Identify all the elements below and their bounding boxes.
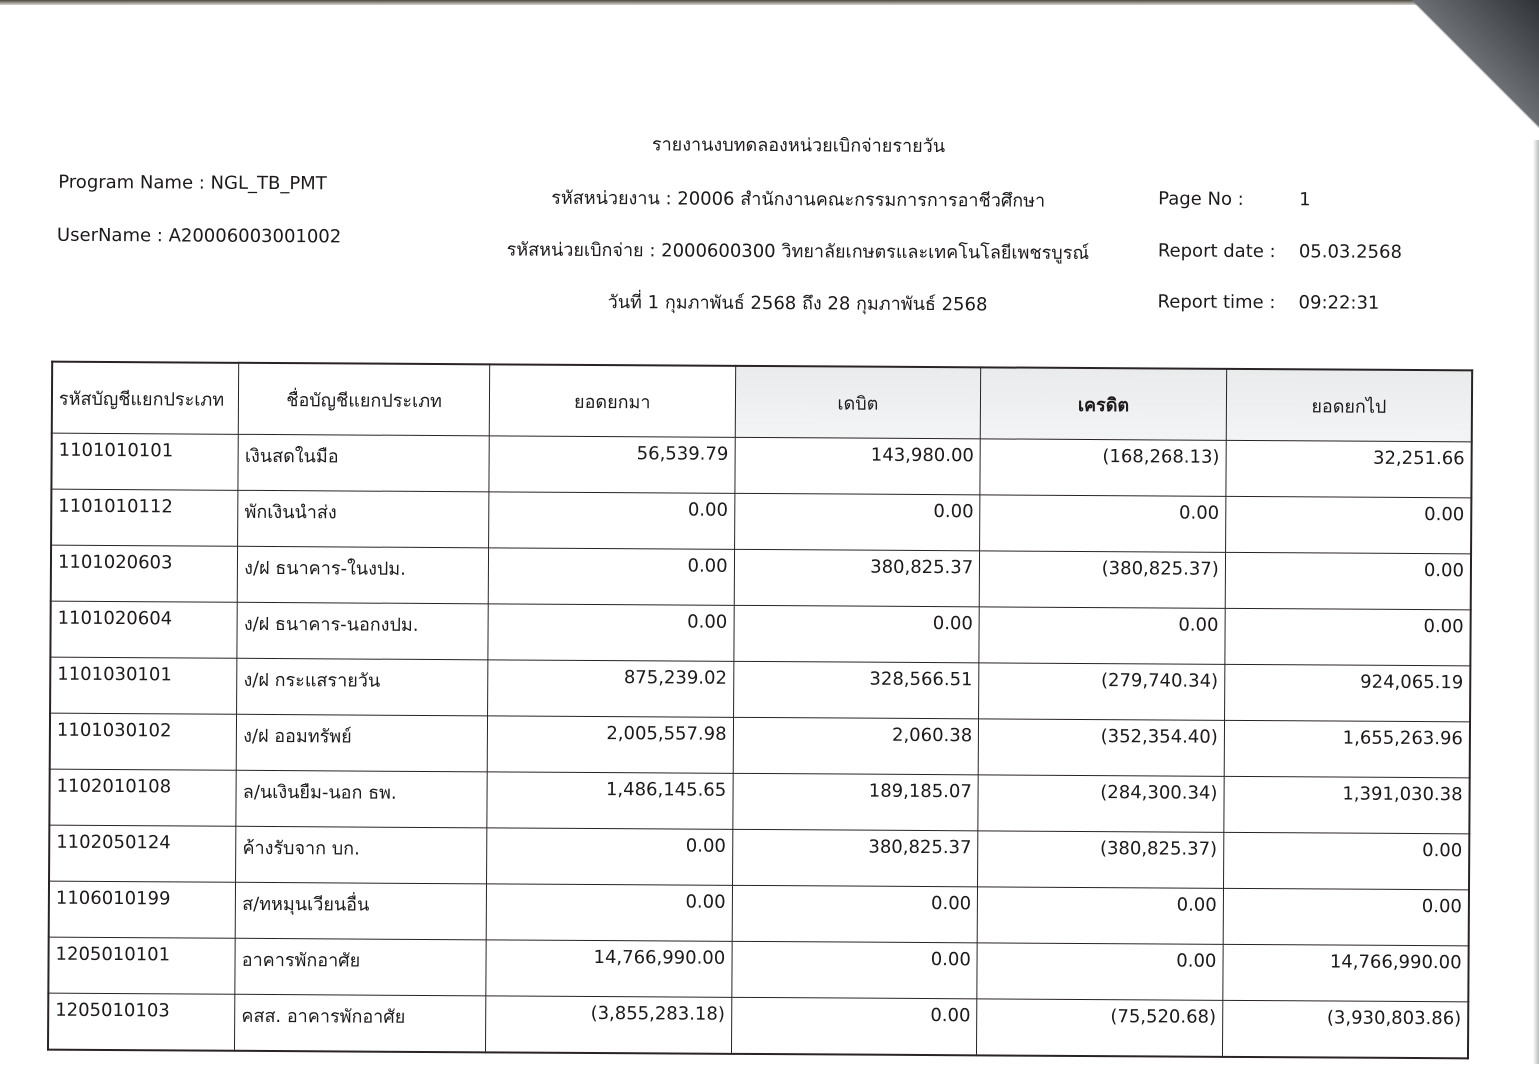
credit-cell: 0.00 (979, 607, 1225, 664)
page-no-label: Page No : (1158, 188, 1244, 210)
trial-balance-table (47, 361, 1473, 1060)
table-row (51, 545, 1471, 610)
account-name-cell: ง/ฝ ออมทรัพย์ (236, 714, 487, 772)
account-code-cell: 1102010108 (49, 769, 236, 826)
carried-forward-cell: 0.00 (1225, 608, 1471, 665)
brought-forward-cell: 0.00 (488, 548, 734, 605)
table-row (50, 601, 1470, 666)
account-code-cell: 1102050124 (49, 825, 236, 882)
agency-line: รหัสหน่วยงาน : 20006 สำนักงานคณะกรรมการการอาชีวศึกษา (551, 187, 1046, 212)
disbursing-unit-line: รหัสหน่วยเบิกจ่าย : 2000600300 วิทยาลัยเกษตรและเทคโนโลยีเพชรบูรณ์ (506, 239, 1090, 265)
table-row (50, 657, 1470, 722)
brought-forward-cell: 0.00 (489, 492, 735, 549)
report-time-label: Report time : (1157, 291, 1276, 314)
account-code-cell: 1101010101 (51, 433, 238, 490)
account-code-cell: 1101030101 (50, 657, 237, 714)
account-name-cell: ส/ทหมุนเวียนอื่น (235, 882, 486, 940)
paper-right-edge (1533, 140, 1539, 1064)
debit-cell: 380,825.37 (732, 829, 978, 886)
header-account-name: ชื่อบัญชีแยกประเภท (239, 363, 490, 436)
carried-forward-cell: 0.00 (1225, 552, 1471, 609)
report-time-value: 09:22:31 (1298, 292, 1380, 314)
table-row (50, 713, 1470, 778)
account-name-cell: ง/ฝ ธนาคาร-ในงปม. (237, 546, 488, 604)
debit-cell: 2,060.38 (733, 717, 979, 774)
table-row (49, 881, 1469, 946)
credit-cell: 0.00 (980, 495, 1226, 552)
header-carried-forward: ยอดยกไป (1226, 369, 1472, 442)
debit-cell: 328,566.51 (733, 661, 979, 718)
debit-cell: 0.00 (731, 997, 977, 1055)
account-name-cell: พักเงินนำส่ง (238, 490, 489, 548)
header-brought-forward: ยอดยกมา (489, 364, 735, 437)
header-credit: เครดิต (980, 367, 1226, 440)
carried-forward-cell: 0.00 (1225, 496, 1471, 553)
account-code-cell: 1101020604 (50, 601, 237, 658)
debit-cell: 0.00 (734, 605, 980, 662)
table-row (49, 769, 1469, 834)
carried-forward-cell: 0.00 (1223, 832, 1469, 889)
account-code-cell: 1101030102 (50, 713, 237, 770)
period-line: วันที่ 1 กุมภาพันธ์ 2568 ถึง 28 กุมภาพันธ์ 2568 (607, 292, 988, 316)
account-name-cell: ล/นเงินยืม-นอก ธพ. (236, 770, 487, 828)
account-code-cell: 1205010101 (48, 937, 235, 994)
credit-cell: (380,825.37) (978, 831, 1224, 888)
folded-corner-shadow (1399, 0, 1539, 140)
credit-cell: 0.00 (977, 887, 1223, 944)
credit-cell: 0.00 (977, 943, 1223, 1000)
brought-forward-cell: 0.00 (488, 604, 734, 661)
account-name-cell: อาคารพักอาศัย (235, 938, 486, 996)
carried-forward-cell: (3,930,803.86) (1222, 1000, 1468, 1058)
report-title: รายงานงบทดลองหน่วยเบิกจ่ายรายวัน (651, 134, 946, 158)
header-account-code: รหัสบัญชีแยกประเภท (52, 362, 239, 435)
carried-forward-cell: 0.00 (1223, 888, 1469, 945)
carried-forward-cell: 1,655,263.96 (1224, 720, 1470, 777)
page-no-value: 1 (1299, 189, 1311, 211)
account-name-cell: ง/ฝ ธนาคาร-นอกงปม. (237, 602, 488, 660)
account-name-cell: ค้างรับจาก บก. (236, 826, 487, 884)
brought-forward-cell: 14,766,990.00 (486, 940, 732, 997)
brought-forward-cell: 0.00 (486, 884, 732, 941)
credit-cell: (352,354.40) (978, 719, 1224, 776)
debit-cell: 0.00 (731, 941, 977, 998)
debit-cell: 143,980.00 (735, 437, 981, 494)
carried-forward-cell: 32,251.66 (1226, 440, 1472, 497)
header-debit: เดบิต (735, 366, 981, 439)
brought-forward-cell: 2,005,557.98 (487, 716, 733, 773)
brought-forward-cell: 1,486,145.65 (487, 772, 733, 829)
debit-cell: 0.00 (734, 493, 980, 550)
account-name-cell: ง/ฝ กระแสรายวัน (237, 658, 488, 716)
account-name-cell: คสส. อาคารพักอาศัย (235, 994, 486, 1052)
credit-cell: (75,520.68) (977, 999, 1223, 1057)
report-date-value: 05.03.2568 (1298, 241, 1403, 263)
account-code-cell: 1205010103 (48, 993, 235, 1051)
debit-cell: 0.00 (732, 885, 978, 942)
account-name-cell: เงินสดในมือ (238, 434, 489, 492)
brought-forward-cell: (3,855,283.18) (486, 996, 732, 1054)
carried-forward-cell: 14,766,990.00 (1223, 944, 1469, 1001)
table-header-row (52, 362, 1472, 442)
report-date-label: Report date : (1157, 240, 1276, 263)
brought-forward-cell: 56,539.79 (489, 436, 735, 493)
credit-cell: (168,268.13) (980, 439, 1226, 496)
table-row (49, 825, 1469, 890)
table-row (51, 489, 1471, 554)
account-code-cell: 1101020603 (51, 545, 238, 602)
brought-forward-cell: 0.00 (487, 828, 733, 885)
table-row (48, 937, 1468, 1002)
brought-forward-cell: 875,239.02 (488, 660, 734, 717)
debit-cell: 380,825.37 (734, 549, 980, 606)
carried-forward-cell: 1,391,030.38 (1224, 776, 1470, 833)
table-row (48, 993, 1468, 1058)
user-name: UserName : A20006003001002 (56, 224, 342, 248)
credit-cell: (279,740.34) (979, 663, 1225, 720)
credit-cell: (380,825.37) (979, 551, 1225, 608)
debit-cell: 189,185.07 (733, 773, 979, 830)
account-code-cell: 1106010199 (49, 881, 236, 938)
program-name: Program Name : NGL_TB_PMT (58, 171, 327, 195)
carried-forward-cell: 924,065.19 (1224, 664, 1470, 721)
account-code-cell: 1101010112 (51, 489, 238, 546)
table-row (51, 433, 1471, 498)
credit-cell: (284,300.34) (978, 775, 1224, 832)
